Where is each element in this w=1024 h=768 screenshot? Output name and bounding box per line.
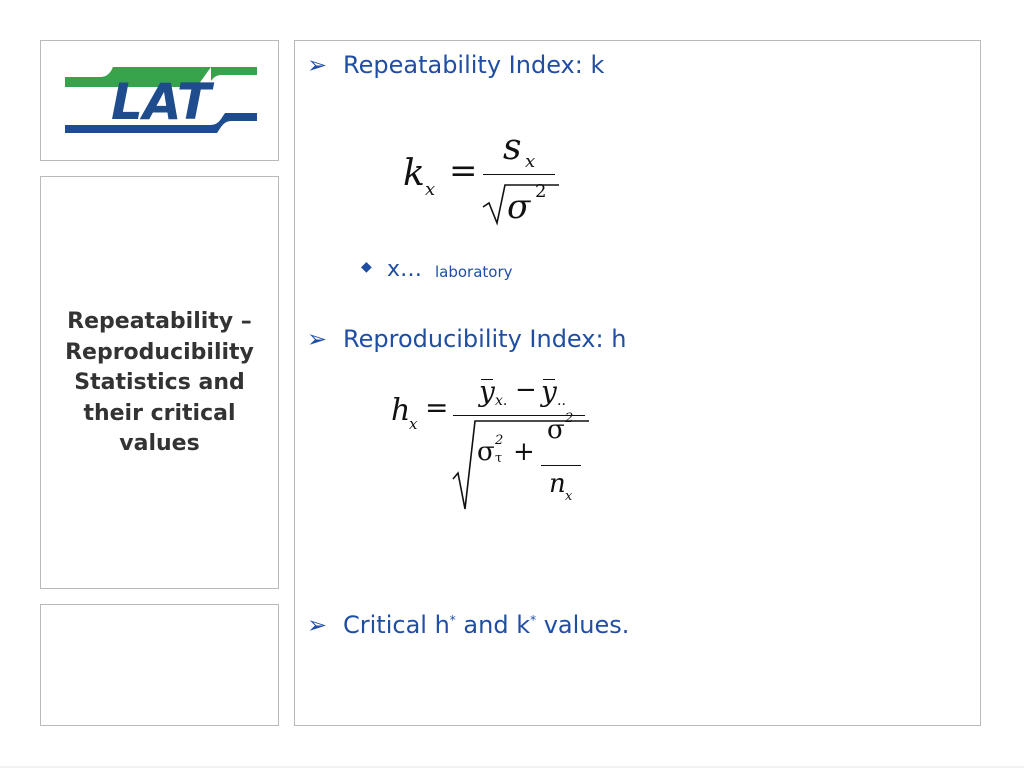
formula-h-inner-den-sub: x [565, 489, 573, 504]
formula-h-plus: + [513, 437, 535, 467]
sub-bullet-small: laboratory [435, 263, 513, 281]
critical-sup-1: * [449, 613, 456, 627]
logo-panel [40, 40, 279, 161]
formula-h-equals: = [425, 391, 449, 424]
formula-k [403, 127, 583, 231]
arrow-bullet-icon: ➢ [307, 51, 328, 79]
formula-k-lhs: k [403, 153, 425, 194]
formula-h-inner-num: σ [547, 415, 565, 445]
title-line-3: Statistics and [74, 370, 245, 395]
formula-h-ybar1-sub: x. [495, 393, 508, 409]
formula-k-num: s [503, 127, 522, 168]
formula-h-inner-den: n [549, 469, 566, 499]
formula-h-lhs-sub: x [409, 415, 418, 433]
critical-text-2: and k [455, 611, 531, 639]
formula-h-lhs: h [391, 393, 411, 428]
formula-k-num-sub: x [525, 151, 536, 172]
bullet-text: Repeatability Index: k [343, 51, 605, 79]
formula-h-sigma-sub: τ [495, 451, 503, 466]
logo-text: LAT [111, 73, 211, 131]
critical-text-1: Critical h [343, 611, 450, 639]
title-line-2: Reproducibility [65, 339, 254, 365]
lat-logo [61, 55, 261, 150]
formula-h-minus: − [515, 375, 537, 405]
sidebar-title-panel [40, 176, 279, 589]
title-line-4: their critical [83, 400, 236, 426]
empty-panel [40, 604, 279, 726]
bullet-text: Reproducibility Index: h [343, 325, 627, 353]
formula-k-den: σ [507, 187, 531, 227]
bullet-text [343, 611, 629, 639]
slide-title [41, 307, 278, 460]
formula-k-lhs-sub: x [425, 179, 436, 200]
formula-k-den-sup: 2 [535, 181, 547, 202]
formula-h-ybar2-sub: .. [557, 393, 566, 409]
formula-h [391, 371, 611, 521]
formula-h-inner-num-sup: 2 [565, 411, 574, 426]
formula-h-sigma: σ [477, 437, 495, 467]
sub-bullet-main: x… [387, 257, 423, 282]
inner-fraction-bar [541, 465, 581, 466]
critical-sup-2: * [530, 613, 537, 627]
title-line-5: values [119, 431, 200, 456]
critical-text-3: values. [536, 611, 630, 639]
fraction-bar [483, 174, 555, 175]
formula-h-ybar1: y [479, 375, 495, 408]
formula-h-sigma-sup: 2 [495, 433, 504, 448]
diamond-bullet-icon: ◆ [361, 259, 372, 275]
arrow-bullet-icon: ➢ [307, 325, 328, 353]
title-line-1: Repeatability – [67, 309, 252, 334]
formula-h-ybar2: y [541, 375, 557, 408]
arrow-bullet-icon: ➢ [307, 611, 328, 639]
formula-k-equals: = [449, 151, 478, 191]
content-panel [294, 40, 981, 726]
